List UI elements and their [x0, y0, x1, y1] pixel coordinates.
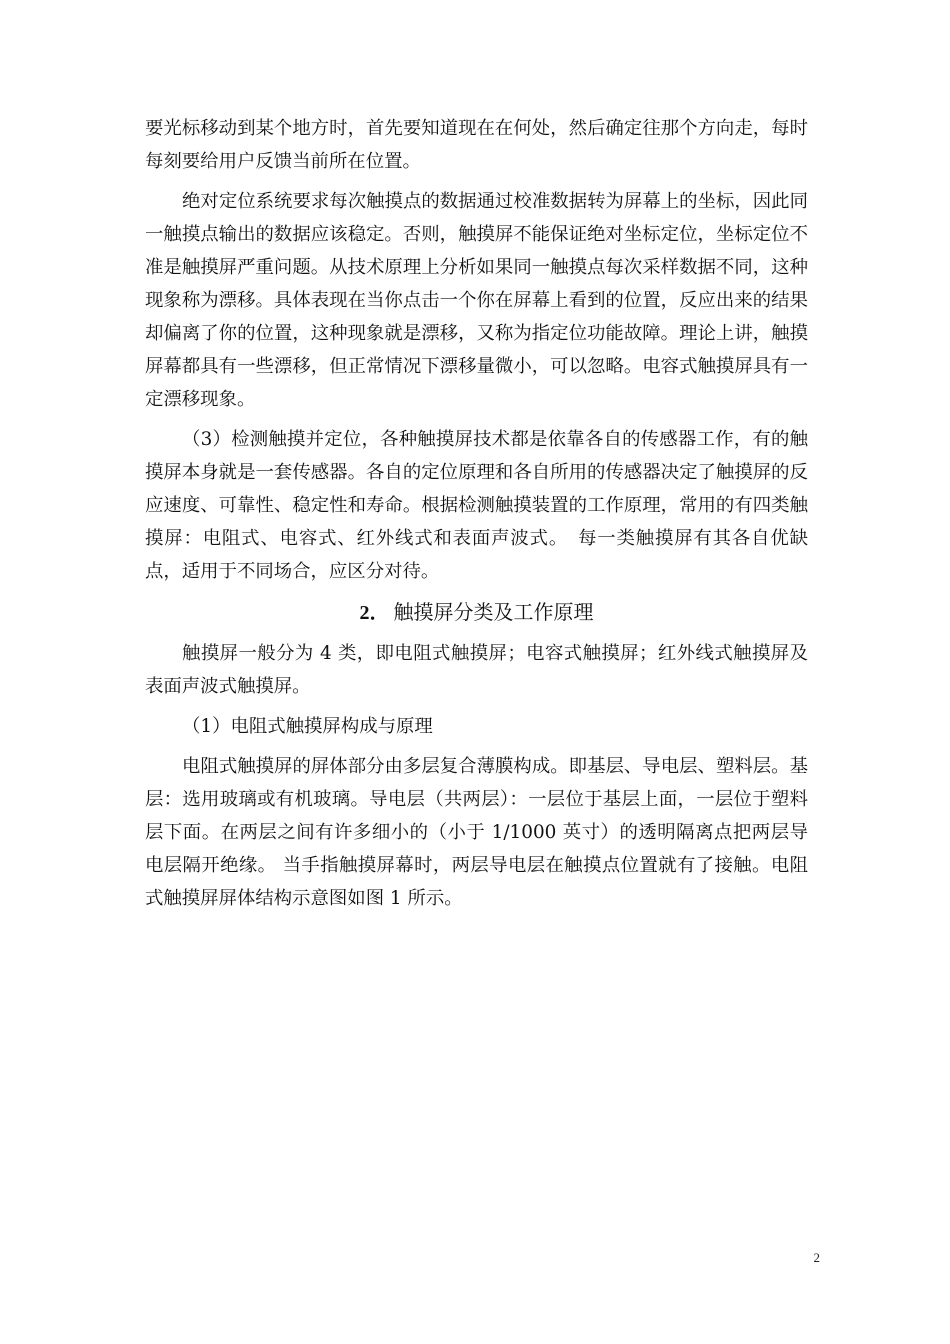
paragraph-resistive-structure: 电阻式触摸屏的屏体部分由多层复合薄膜构成。即基层、导电层、塑料层。基层：选用玻璃或有机玻璃。导电层（共两层）：一层位于基层上面，一层位于塑料层下面。在两层之间有许多细小的（小于 1/1000 英寸）的透明隔离点把两层导电层隔开绝缘。 当手指触摸屏幕时，两层导电层在触摸点位置就有了接触。电阻式触摸屏屏体结构示意图如图 1 所示。 [145, 756, 808, 909]
paragraph-touchscreen-types: 触摸屏一般分为 4 类，即电阻式触摸屏；电容式触摸屏；红外线式触摸屏及表面声波式触摸屏。 [145, 643, 808, 697]
document-body [145, 112, 808, 922]
subheading-resistive: （1）电阻式触摸屏构成与原理 [182, 716, 433, 737]
paragraph-cursor-feedback: 要光标移动到某个地方时，首先要知道现在在何处，然后确定往那个方向走，每时每刻要给用户反馈当前所在位置。 [145, 118, 808, 172]
paragraph-absolute-positioning: 绝对定位系统要求每次触摸点的数据通过校准数据转为屏幕上的坐标，因此同一触摸点输出的数据应该稳定。否则，触摸屏不能保证绝对坐标定位，坐标定位不准是触摸屏严重问题。从技术原理上分析如果同一触摸点每次采样数据不同，这种现象称为漂移。具体表现在当你点击一个你在屏幕上看到的位置，反应出来的结果却偏离了你的位置，这种现象就是漂移，又称为指定位功能故障。理论上讲，触摸屏幕都具有一些漂移，但正常情况下漂移量微小，可以忽略。电容式触摸屏具有一定漂移现象。 [145, 191, 808, 410]
page-number: 2 [813, 1250, 820, 1265]
section-heading [145, 595, 808, 630]
paragraph-touch-detection: （3）检测触摸并定位，各种触摸屏技术都是依靠各自的传感器工作，有的触摸屏本身就是一套传感器。各自的定位原理和各自所用的传感器决定了触摸屏的反应速度、可靠性、稳定性和寿命。根据检测触摸装置的工作原理，常用的有四类触摸屏：电阻式、电容式、红外线式和表面声波式。 每一类触摸屏有其各自优缺点，适用于不同场合，应区分对待。 [145, 429, 808, 582]
section-number: 2． [359, 602, 390, 624]
section-title: 触摸屏分类及工作原理 [393, 600, 594, 624]
